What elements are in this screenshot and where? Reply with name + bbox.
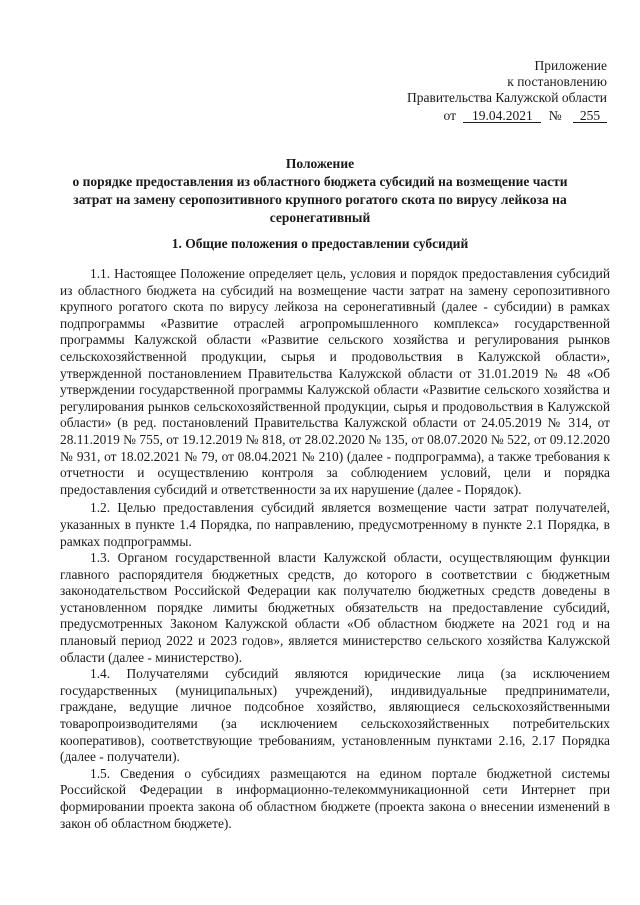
appendix-header (407, 58, 607, 124)
paragraph-1-1: 1.1. Настоящее Положение определяет цель, условия и порядок предоставления субсидий из областного бюджета на субсидий на возмещение части затрат на замену серопозитивного крупного рогатого скота по вирусу лейкоза на серонегативный (далее - субсидии) в рамках подпрограммы «Развитие отраслей агропромышленного комплекса» государственной программы Калужской области «Развитие сельского хозяйства и регулирования рынков сельскохозяйственной продукции, сырья и продовольствия в Калужской области», утвержденной постановлением Правительства Калужской области от 31.01.2019 № 48 «Об утверждении государственной программы Калужской области «Развитие сельского хозяйства и регулирования рынков сельскохозяйственной продукции, сырья и продовольствия в Калужской области» (в ред. постановлений Правительства Калужской области от 24.05.2019 № 314, от 28.11.2019 № 755, от 19.12.2019 № 818, от 28.02.2020 № 135, от 08.07.2020 № 522, от 09.12.2020 № 931, от 18.02.2021 № 79, от 08.04.2021 № 210) (далее - подпрограмма), а также требования к отчетности и осуществлению контроля за соблюдением условий, цели и порядка предоставления субсидий и ответственности за их нарушение (далее - Порядок). (60, 266, 610, 497)
number-label: № (548, 108, 562, 123)
appendix-label: Приложение (534, 58, 607, 73)
resolution-number: 255 (573, 109, 607, 123)
resolution-date: 19.04.2021 (463, 109, 541, 123)
paragraph-1-5: 1.5. Сведения о субсидиях размещаются на едином портале бюджетной системы Российской Федерации в информационно-телекоммуникационной сети Интернет при формировании проекта закона об областном бюджете (проекта закона о внесении изменений в закон об областном бюджете). (60, 765, 610, 831)
section-heading: 1. Общие положения о предоставлении субсидий (171, 236, 469, 251)
title-line-1: Положение (285, 156, 355, 171)
appendix-government-label: Правительства Калужской области (406, 90, 607, 105)
appendix-resolution-label: к постановлению (507, 74, 607, 89)
title-line-3: затрат на замену серопозитивного крупного рогатого скота по вирусу лейкоза на (73, 192, 567, 207)
document-body (60, 266, 610, 832)
paragraph-1-4: 1.4. Получателями субсидий являются юридические лица (за исключением государственных (муниципальных) учреждений), индивидуальные предприниматели, граждане, ведущие личное подсобное хозяйство, являющиеся сельскохозяйственными товаропроизводителями (за исключением сельскохозяйственных потребительских кооперативов), соответствующие требованиям, установленным пунктами 2.16, 2.17 Порядка (далее - получатели). (60, 666, 610, 765)
from-label: от (443, 108, 456, 123)
title-line-2: о порядке предоставления из областного бюджета субсидий на возмещение части (72, 174, 568, 189)
paragraph-1-3: 1.3. Органом государственной власти Калужской области, осуществляющим функции главного распорядителя бюджетных средств, до которого в соответствии с бюджетным законодательством Российской Федерации как получателю бюджетных средств доведены в установленном порядке лимиты бюджетных обязательств на предоставление субсидий, предусмотренных Законом Калужской области «Об областном бюджете на 2021 год и на плановый период 2022 и 2023 годов», является министерство сельского хозяйства Калужской области (далее - министерство). (60, 550, 610, 665)
title-line-4: серонегативный (269, 210, 371, 225)
appendix-date-row (407, 108, 607, 124)
paragraph-1-2: 1.2. Целью предоставления субсидий является возмещение части затрат получателей, указанных в пункте 1.4 Порядка, по направлению, предусмотренному в пункте 2.1 Порядка, в рамках подпрограммы. (60, 500, 610, 549)
document-title (30, 155, 610, 227)
